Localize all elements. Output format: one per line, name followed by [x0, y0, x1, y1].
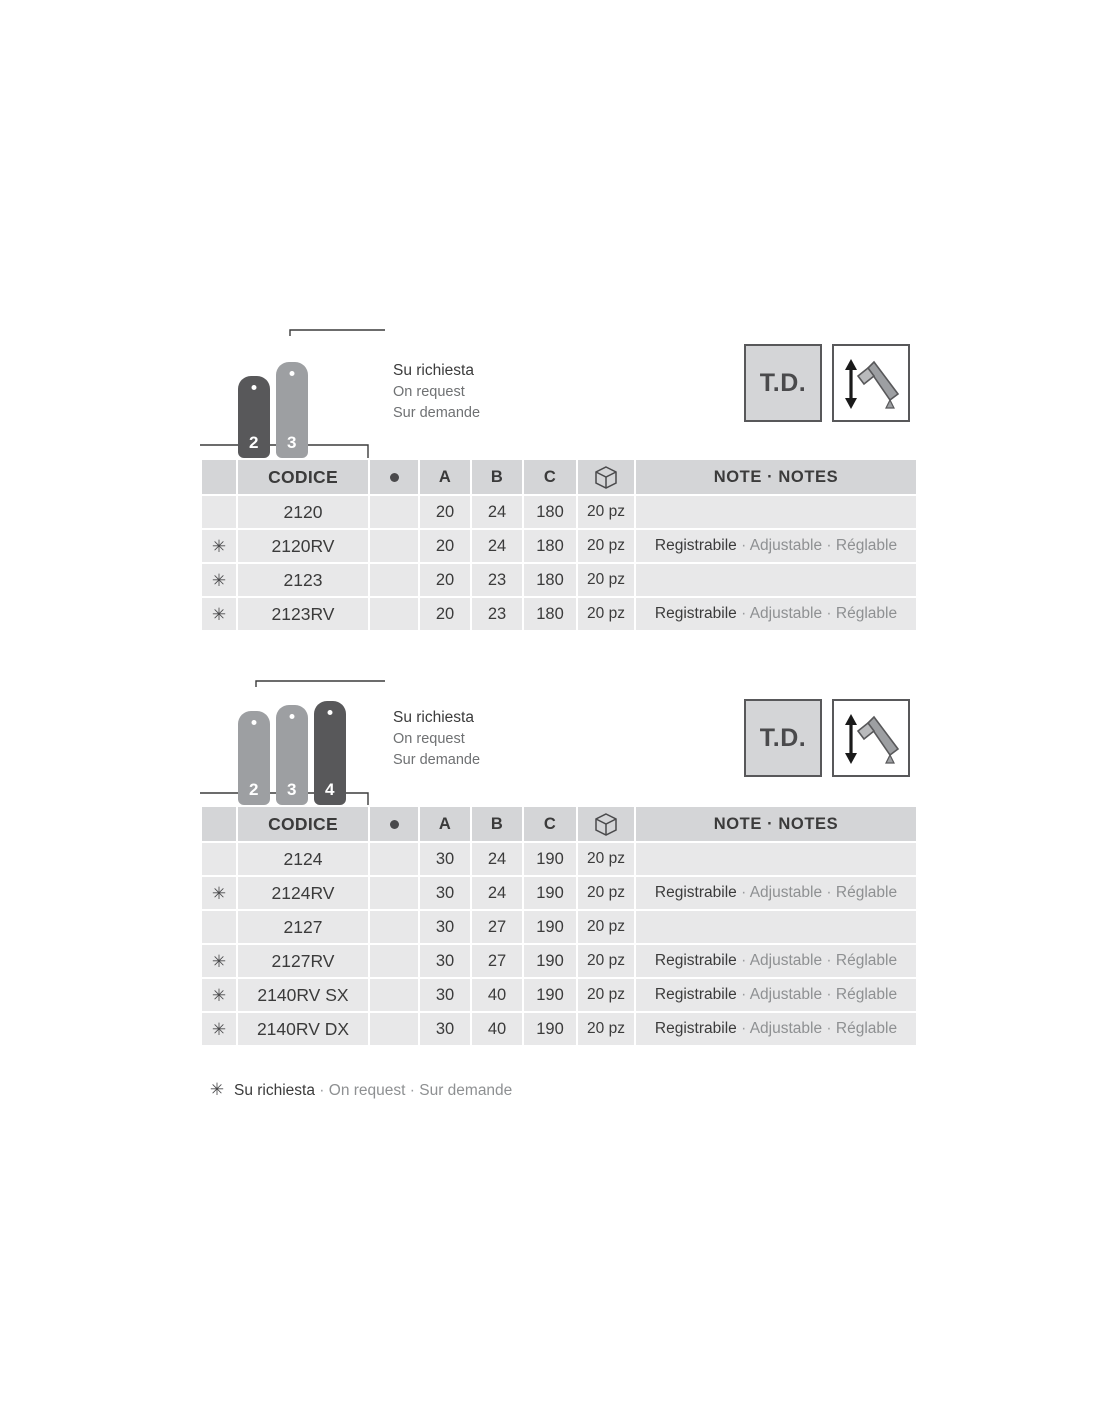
cell-notes: Registrabile · Adjustable · Réglable — [636, 877, 916, 909]
footnote-en: On request — [328, 1082, 406, 1099]
note-en: Adjustable — [749, 605, 823, 622]
callout-1 — [393, 360, 480, 425]
cell-notes — [636, 843, 916, 875]
cell-code: 2140RV SX — [238, 979, 368, 1011]
table-header-row — [202, 460, 916, 494]
dot-marker-icon — [390, 820, 399, 829]
cell-a: 20 — [420, 530, 470, 562]
cell-b: 24 — [472, 843, 522, 875]
cell-code: 2120RV — [238, 530, 368, 562]
cell-c: 190 — [524, 979, 576, 1011]
tag-hole-icon — [290, 371, 295, 376]
table-row — [202, 911, 916, 943]
tag-shape — [276, 705, 308, 805]
cell-c: 180 — [524, 496, 576, 528]
cell-notes: Registrabile · Adjustable · Réglable — [636, 598, 916, 630]
tag-shape — [238, 376, 270, 458]
cell-c: 180 — [524, 530, 576, 562]
cell-dot — [370, 979, 418, 1011]
header-note: NOTE · NOTES — [636, 807, 916, 841]
cell-c: 190 — [524, 843, 576, 875]
header-box — [578, 807, 634, 841]
note-fr: Réglable — [835, 986, 898, 1003]
cell-c: 180 — [524, 564, 576, 596]
cell-b: 23 — [472, 564, 522, 596]
cell-star: ✳ — [202, 530, 236, 562]
box-icon — [593, 465, 619, 489]
note-en: Adjustable — [749, 537, 823, 554]
cell-code: 2140RV DX — [238, 1013, 368, 1045]
cell-notes: Registrabile · Adjustable · Réglable — [636, 1013, 916, 1045]
figure-1 — [200, 318, 910, 458]
cell-c: 190 — [524, 911, 576, 943]
cell-c: 190 — [524, 877, 576, 909]
cell-code: 2127 — [238, 911, 368, 943]
product-block-2 — [200, 673, 910, 1047]
cell-code: 2124 — [238, 843, 368, 875]
cell-box: 20 pz — [578, 979, 634, 1011]
cell-b: 23 — [472, 598, 522, 630]
cell-c: 190 — [524, 1013, 576, 1045]
td-badge — [744, 699, 822, 777]
cell-box: 20 pz — [578, 877, 634, 909]
cell-b: 40 — [472, 1013, 522, 1045]
callout-2 — [393, 707, 480, 772]
cell-star — [202, 843, 236, 875]
note-fr: Réglable — [835, 537, 898, 554]
hex-key-icon — [834, 346, 908, 420]
cell-dot — [370, 945, 418, 977]
hex-key-badge — [832, 344, 910, 422]
table-row — [202, 843, 916, 875]
note-it: Registrabile — [654, 952, 737, 969]
note-fr: Réglable — [835, 952, 898, 969]
td-label: T.D. — [759, 723, 807, 752]
header-star — [202, 807, 236, 841]
note-it: Registrabile — [654, 537, 737, 554]
header-codice: CODICE — [238, 807, 368, 841]
cell-code: 2124RV — [238, 877, 368, 909]
footnote-text: Su richiesta · On request · Sur demande — [234, 1082, 513, 1099]
cell-c: 180 — [524, 598, 576, 630]
cell-box: 20 pz — [578, 911, 634, 943]
table-row — [202, 496, 916, 528]
note-en: Adjustable — [749, 884, 823, 901]
header-box — [578, 460, 634, 494]
tag-number: 2 — [249, 433, 259, 452]
cell-code: 2123 — [238, 564, 368, 596]
tag-hole-icon — [252, 385, 257, 390]
cell-star: ✳ — [202, 945, 236, 977]
cell-code: 2127RV — [238, 945, 368, 977]
td-label: T.D. — [759, 368, 807, 397]
cell-b: 27 — [472, 945, 522, 977]
cell-a: 30 — [420, 843, 470, 875]
header-dot — [370, 807, 418, 841]
cell-a: 20 — [420, 598, 470, 630]
header-note: NOTE · NOTES — [636, 460, 916, 494]
table-header-row — [202, 807, 916, 841]
callout-line-fr: Sur demande — [393, 405, 481, 422]
tag-number: 3 — [287, 433, 297, 452]
cell-notes: Registrabile · Adjustable · Réglable — [636, 945, 916, 977]
cell-b: 24 — [472, 877, 522, 909]
cell-box: 20 pz — [578, 843, 634, 875]
cell-code: 2120 — [238, 496, 368, 528]
table-row — [202, 945, 916, 977]
spec-table-1 — [200, 458, 918, 632]
tag-shapes-1 — [238, 362, 308, 458]
table-row — [202, 598, 916, 630]
box-icon — [593, 812, 619, 836]
cell-b: 40 — [472, 979, 522, 1011]
cell-b: 27 — [472, 911, 522, 943]
table-row — [202, 979, 916, 1011]
cell-box: 20 pz — [578, 564, 634, 596]
td-badge — [744, 344, 822, 422]
cell-dot — [370, 843, 418, 875]
cell-star: ✳ — [202, 979, 236, 1011]
cell-dot — [370, 1013, 418, 1045]
note-it: Registrabile — [654, 884, 737, 901]
header-c: C — [524, 460, 576, 494]
tag-number: 2 — [249, 780, 259, 799]
note-it: Registrabile — [654, 986, 737, 1003]
cell-dot — [370, 877, 418, 909]
table-row — [202, 877, 916, 909]
tag-hole-icon — [252, 720, 257, 725]
header-star — [202, 460, 236, 494]
tag-number: 3 — [287, 780, 297, 799]
tag-number: 4 — [325, 780, 335, 799]
table-row — [202, 564, 916, 596]
footnote — [200, 1080, 512, 1100]
header-codice: CODICE — [238, 460, 368, 494]
footnote-it: Su richiesta — [234, 1082, 315, 1099]
hex-key-badge — [832, 699, 910, 777]
note-en: Adjustable — [749, 986, 823, 1003]
callout-line-it: Su richiesta — [393, 709, 474, 726]
note-en: Adjustable — [749, 952, 823, 969]
header-a: A — [420, 460, 470, 494]
note-it: Registrabile — [654, 1020, 737, 1037]
hex-key-icon — [834, 701, 908, 775]
cell-star: ✳ — [202, 877, 236, 909]
tag-shapes-2 — [238, 701, 346, 805]
header-a: A — [420, 807, 470, 841]
cell-star: ✳ — [202, 1013, 236, 1045]
header-b: B — [472, 807, 522, 841]
cell-notes: Registrabile · Adjustable · Réglable — [636, 979, 916, 1011]
header-dot — [370, 460, 418, 494]
cell-notes: Registrabile · Adjustable · Réglable — [636, 530, 916, 562]
badges-1 — [744, 344, 910, 422]
cell-a: 30 — [420, 1013, 470, 1045]
cell-box: 20 pz — [578, 530, 634, 562]
cell-a: 20 — [420, 564, 470, 596]
cell-star: ✳ — [202, 598, 236, 630]
note-it: Registrabile — [654, 605, 737, 622]
note-fr: Réglable — [835, 1020, 898, 1037]
product-block-1 — [200, 318, 910, 632]
header-c: C — [524, 807, 576, 841]
tag-hole-icon — [328, 710, 333, 715]
cell-box: 20 pz — [578, 1013, 634, 1045]
note-en: Adjustable — [749, 1020, 823, 1037]
cell-a: 30 — [420, 911, 470, 943]
callout-line-it: Su richiesta — [393, 362, 474, 379]
tag-hole-icon — [290, 714, 295, 719]
table-row — [202, 1013, 916, 1045]
cell-a: 30 — [420, 877, 470, 909]
footnote-star: ✳ — [209, 1080, 225, 1099]
cell-box: 20 pz — [578, 496, 634, 528]
cell-dot — [370, 530, 418, 562]
callout-line-en: On request — [393, 731, 465, 748]
dot-marker-icon — [390, 473, 399, 482]
footnote-fr: Sur demande — [419, 1082, 513, 1099]
note-fr: Réglable — [835, 884, 898, 901]
tag-shape — [314, 701, 346, 805]
tag-shape — [238, 711, 270, 805]
cell-notes — [636, 911, 916, 943]
cell-dot — [370, 598, 418, 630]
callout-line-en: On request — [393, 384, 465, 401]
spec-table-2 — [200, 805, 918, 1047]
tag-shape — [276, 362, 308, 458]
table-row — [202, 530, 916, 562]
note-fr: Réglable — [835, 605, 898, 622]
cell-dot — [370, 496, 418, 528]
badges-2 — [744, 699, 910, 777]
cell-notes — [636, 564, 916, 596]
cell-box: 20 pz — [578, 598, 634, 630]
cell-c: 190 — [524, 945, 576, 977]
cell-star — [202, 496, 236, 528]
header-b: B — [472, 460, 522, 494]
cell-dot — [370, 564, 418, 596]
cell-star: ✳ — [202, 564, 236, 596]
cell-a: 20 — [420, 496, 470, 528]
callout-line-fr: Sur demande — [393, 752, 481, 769]
cell-code: 2123RV — [238, 598, 368, 630]
cell-notes — [636, 496, 916, 528]
cell-dot — [370, 911, 418, 943]
cell-b: 24 — [472, 530, 522, 562]
cell-b: 24 — [472, 496, 522, 528]
cell-a: 30 — [420, 945, 470, 977]
figure-2 — [200, 673, 910, 805]
cell-a: 30 — [420, 979, 470, 1011]
cell-box: 20 pz — [578, 945, 634, 977]
cell-star — [202, 911, 236, 943]
